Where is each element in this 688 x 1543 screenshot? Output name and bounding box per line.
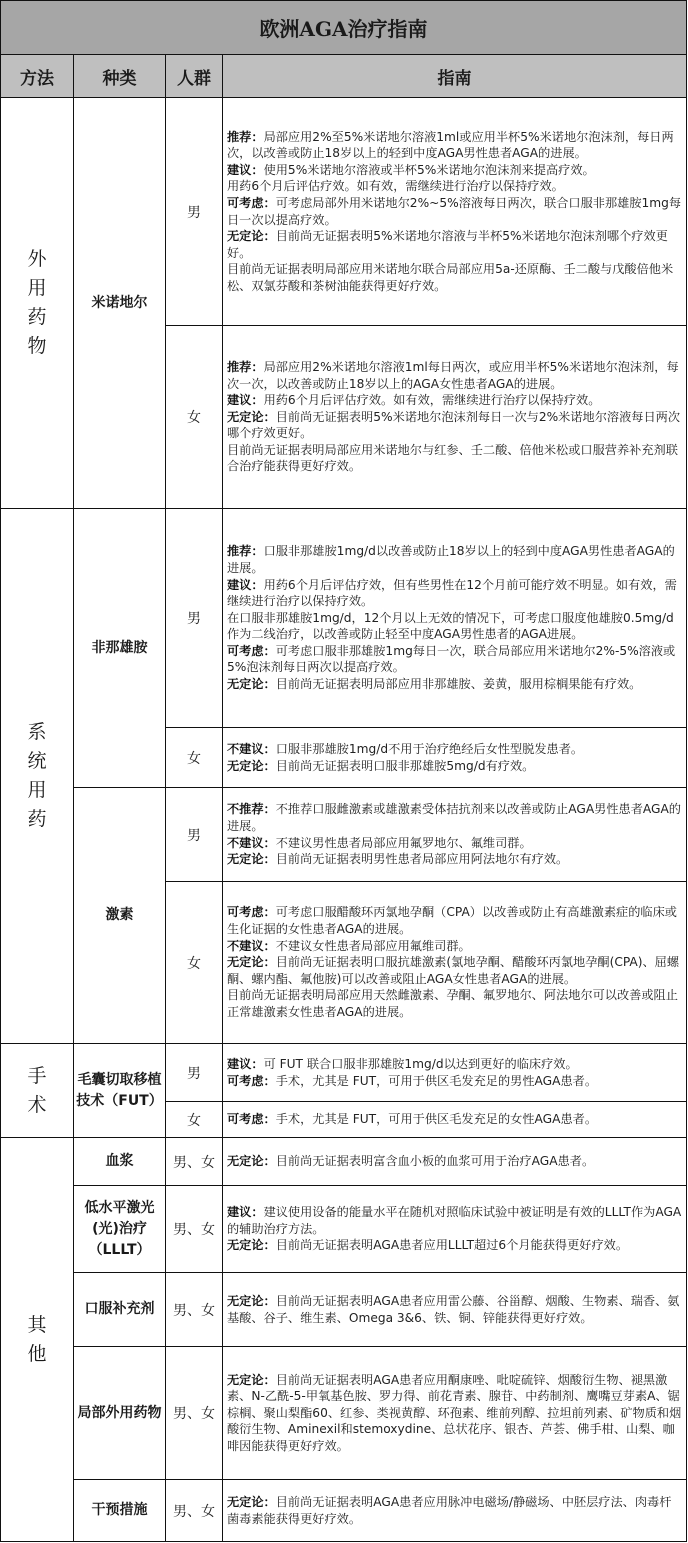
table-row — [1, 1044, 687, 1102]
recommendation-level: 不建议： — [227, 938, 276, 953]
table-row — [1, 509, 687, 728]
statement-text: 目前尚无证据表明男性患者局部应用阿法地尔有疗效。 — [275, 852, 569, 867]
header-kind: 种类 — [74, 55, 166, 98]
recommendation-level: 可考虑： — [227, 195, 276, 210]
statement-text: 目前尚无证据表明局部应用米诺地尔联合局部应用5a-还原酶、壬二酸与戊酸倍他米松、双氯芬酸和茶树油能获得更好疗效。 — [227, 262, 674, 293]
guideline-statement — [227, 758, 683, 775]
statement-text: 用药6个月后评估疗效。如有效，需继续进行治疗以保持疗效。 — [227, 179, 564, 194]
kind-cell: 激素 — [74, 788, 166, 1044]
guideline-statement — [227, 543, 683, 576]
guideline-statement — [227, 643, 683, 676]
statement-text: 局部应用2%至5%米诺地尔溶液1ml或应用半杯5%米诺地尔泡沫剂，每日两次，以改善或防止18岁以上的轻到中度AGA男性患者AGA的进展。 — [227, 129, 674, 161]
statement-text: 目前尚无证据表明AGA患者应用雷公藤、谷甾醇、烟酸、生物素、瑞香、氨基酸、谷子、维生素、Omega 3&6、铁、铜、锌能获得更好疗效。 — [227, 1293, 680, 1325]
guideline-statement — [227, 178, 683, 195]
statement-text: 目前尚无证据表明5%米诺地尔泡沫剂每日一次与2%米诺地尔溶液每日两次哪个疗效更好。 — [227, 409, 681, 441]
guide-cell — [223, 728, 687, 788]
statement-text: 在口服非那雄胺1mg/d，12个月以上无效的情况下，可考虑口服度他雄胺0.5mg/d作为二线治疗，以改善或防止轻至中度AGA男性患者的AGA进展。 — [227, 610, 674, 642]
recommendation-level: 无定论： — [227, 758, 276, 773]
guideline-statement — [227, 195, 683, 228]
crowd-cell: 男、女 — [166, 1347, 223, 1480]
statement-text: 不建议女性患者局部应用氟维司群。 — [275, 938, 471, 953]
statement-text: 口服非那雄胺1mg/d以改善或防止18岁以上的轻到中度AGA男性患者AGA的进展。 — [227, 544, 675, 575]
table-row — [1, 1186, 687, 1273]
statement-text: 可考虑局部外用米诺地尔2%~5%溶液每日两次，联合口服非那雄胺1mg每日一次以提高疗效。 — [227, 195, 682, 227]
crowd-cell: 女 — [166, 882, 223, 1044]
crowd-cell: 男 — [166, 509, 223, 728]
recommendation-level: 无定论： — [227, 1372, 276, 1387]
guideline-statement — [227, 954, 683, 987]
statement-text: 可考虑口服醋酸环丙氯地孕酮（CPA）以改善或防止有高雄激素症的临床或生化证据的女性患者AGA的进展。 — [227, 905, 677, 937]
recommendation-level: 不建议： — [227, 741, 276, 756]
method-cell: 其 他 — [1, 1138, 74, 1542]
recommendation-level: 建议： — [227, 577, 264, 592]
recommendation-level: 无定论： — [227, 852, 276, 867]
crowd-cell: 男、女 — [166, 1186, 223, 1273]
recommendation-level: 可考虑： — [227, 1073, 276, 1088]
guideline-statement — [227, 228, 683, 261]
recommendation-level: 不建议： — [227, 835, 276, 850]
statement-text: 建议使用设备的能量水平在随机对照临床试验中被证明是有效的LLLT作为AGA的辅助治疗方法。 — [227, 1205, 682, 1236]
kind-cell: 非那雄胺 — [74, 509, 166, 788]
statement-text: 目前尚无证据表明局部应用米诺地尔与红参、壬二酸、倍他米松或口服营养补充剂联合治疗能获得更好疗效。 — [227, 442, 678, 474]
crowd-cell: 男、女 — [166, 1138, 223, 1186]
guide-cell — [223, 98, 687, 326]
recommendation-level: 建议： — [227, 162, 264, 177]
statement-text: 目前尚无证据表明5%米诺地尔溶液与半杯5%米诺地尔泡沫剂哪个疗效更好。 — [227, 229, 668, 260]
guideline-statement — [227, 261, 683, 294]
guide-cell — [223, 509, 687, 728]
guideline-statement — [227, 1204, 683, 1237]
kind-cell: 毛囊切取移植技术（FUT） — [74, 1044, 166, 1138]
guideline-statement — [227, 1293, 683, 1326]
guideline-statement — [227, 904, 683, 937]
guideline-statement — [227, 801, 683, 834]
guide-cell — [223, 882, 687, 1044]
kind-cell: 米诺地尔 — [74, 98, 166, 509]
crowd-cell: 男 — [166, 788, 223, 882]
kind-cell: 低水平激光(光)治疗（LLLT） — [74, 1186, 166, 1273]
guideline-statement — [227, 1073, 683, 1090]
guideline-statement — [227, 129, 683, 162]
crowd-cell: 女 — [166, 728, 223, 788]
title-row — [1, 1, 687, 55]
crowd-cell: 男 — [166, 98, 223, 326]
statement-text: 目前尚无证据表明AGA患者应用脉冲电磁场/静磁场、中胚层疗法、肉毒杆菌毒素能获得更好疗效。 — [227, 1494, 672, 1526]
recommendation-level: 可考虑： — [227, 643, 276, 658]
crowd-cell: 男、女 — [166, 1480, 223, 1542]
recommendation-level: 推荐： — [227, 129, 264, 144]
guide-cell — [223, 1480, 687, 1542]
statement-text: 手术，尤其是 FUT，可用于供区毛发充足的女性AGA患者。 — [275, 1112, 598, 1127]
kind-cell: 血浆 — [74, 1138, 166, 1186]
guideline-statement — [227, 392, 683, 409]
guideline-statement — [227, 987, 683, 1020]
statement-text: 用药6个月后评估疗效，但有些男性在12个月前可能疗效不明显。如有效，需继续进行治疗以保持疗效。 — [227, 577, 677, 609]
guideline-statement — [227, 676, 683, 693]
table-row — [1, 1273, 687, 1347]
guideline-statement — [227, 851, 683, 868]
guideline-statement — [227, 1056, 683, 1073]
guideline-statement — [227, 162, 683, 179]
guide-cell — [223, 1044, 687, 1102]
guideline-statement — [227, 1111, 683, 1128]
recommendation-level: 无定论： — [227, 1293, 276, 1308]
guideline-statement — [227, 938, 683, 955]
header-guide: 指南 — [223, 55, 687, 98]
statement-text: 不建议男性患者局部应用氟罗地尔、氟维司群。 — [275, 835, 532, 850]
table-row — [1, 788, 687, 882]
method-cell: 外 用 药 物 — [1, 98, 74, 509]
guideline-statement — [227, 610, 683, 643]
statement-text: 目前尚无证据表明AGA患者应用LLLT超过6个月能获得更好疗效。 — [275, 1238, 629, 1253]
guide-cell — [223, 1273, 687, 1347]
guide-cell — [223, 1186, 687, 1273]
recommendation-level: 可考虑： — [227, 905, 276, 920]
method-cell: 系 统 用 药 — [1, 509, 74, 1044]
crowd-cell: 女 — [166, 1102, 223, 1138]
table-row — [1, 1138, 687, 1186]
table-title: 欧洲AGA治疗指南 — [1, 1, 687, 55]
statement-text: 目前尚无证据表明口服抗雄激素(氯地孕酮、醋酸环丙氯地孕酮(CPA)、屈螺酮、螺内酯、氟他胺)可以改善或阻止AGA女性患者AGA的进展。 — [227, 955, 680, 986]
statement-text: 口服非那雄胺1mg/d不用于治疗绝经后女性型脱发患者。 — [275, 741, 584, 756]
guide-cell — [223, 788, 687, 882]
statement-text: 目前尚无证据表明局部应用非那雄胺、姜黄，服用棕榈果能有疗效。 — [275, 677, 642, 692]
recommendation-level: 无定论： — [227, 955, 276, 970]
guideline-statement — [227, 359, 683, 392]
header-row — [1, 55, 687, 98]
header-method: 方法 — [1, 55, 74, 98]
recommendation-level: 可考虑： — [227, 1112, 276, 1127]
recommendation-level: 建议： — [227, 1056, 264, 1071]
recommendation-level: 无定论： — [227, 1238, 276, 1253]
guideline-statement — [227, 442, 683, 475]
statement-text: 不推荐口服雌激素或雄激素受体拮抗剂来以改善或防止AGA男性患者AGA的进展。 — [227, 802, 681, 833]
table-row — [1, 1480, 687, 1542]
kind-cell: 局部外用药物 — [74, 1347, 166, 1480]
statement-text: 目前尚无证据表明口服非那雄胺5mg/d有疗效。 — [275, 758, 535, 773]
statement-text: 目前尚无证据表明AGA患者应用酮康唑、吡啶硫锌、烟酸衍生物、褪黑激素、N-乙酰-5-甲氧基色胺、罗力得、前花青素、腺苷、中药制剂、鹰嘴豆芽素A、锯棕榈、聚山梨酯60、红参、类视黄醇、环孢素、维前列醇、拉坦前列素、矿物质和烟酸衍生物、Aminexil和stemoxydine、总状花序、银杏、芦荟、佛手柑、山梨、咖啡因能获得更好疗效。 — [227, 1372, 682, 1453]
guideline-statement — [227, 1153, 683, 1170]
guide-cell — [223, 326, 687, 509]
statement-text: 用药6个月后评估疗效。如有效，需继续进行治疗以保持疗效。 — [263, 393, 601, 408]
guide-cell — [223, 1347, 687, 1480]
kind-cell: 干预措施 — [74, 1480, 166, 1542]
guide-cell — [223, 1102, 687, 1138]
recommendation-level: 无定论： — [227, 229, 276, 244]
recommendation-level: 不推荐： — [227, 802, 276, 817]
table-row — [1, 98, 687, 326]
recommendation-level: 无定论： — [227, 409, 276, 424]
header-crowd: 人群 — [166, 55, 223, 98]
recommendation-level: 建议： — [227, 393, 264, 408]
method-cell: 手 术 — [1, 1044, 74, 1138]
recommendation-level: 推荐： — [227, 359, 264, 374]
recommendation-level: 无定论： — [227, 677, 276, 692]
statement-text: 手术，尤其是 FUT，可用于供区毛发充足的男性AGA患者。 — [275, 1073, 598, 1088]
statement-text: 目前尚无证据表明局部应用天然雌激素、孕酮、氟罗地尔、阿法地尔可以改善或阻止正常雄激素女性患者AGA的进展。 — [227, 988, 678, 1019]
recommendation-level: 建议： — [227, 1205, 264, 1220]
table-row — [1, 1347, 687, 1480]
crowd-cell: 男、女 — [166, 1273, 223, 1347]
guideline-statement — [227, 409, 683, 442]
crowd-cell: 女 — [166, 326, 223, 509]
statement-text: 可 FUT 联合口服非那雄胺1mg/d以达到更好的临床疗效。 — [263, 1056, 578, 1071]
kind-cell: 口服补充剂 — [74, 1273, 166, 1347]
statement-text: 可考虑口服非那雄胺1mg每日一次，联合局部应用米诺地尔2%-5%溶液或5%泡沫剂每日两次以提高疗效。 — [227, 643, 676, 675]
recommendation-level: 无定论： — [227, 1154, 276, 1169]
statement-text: 局部应用2%米诺地尔溶液1ml每日两次，或应用半杯5%米诺地尔泡沫剂，每次一次，以改善或防止18岁以上的AGA女性患者AGA的进展。 — [227, 359, 679, 391]
guide-cell — [223, 1138, 687, 1186]
guideline-statement — [227, 835, 683, 852]
statement-text: 使用5%米诺地尔溶液或半杯5%米诺地尔泡沫剂来提高疗效。 — [263, 162, 595, 177]
statement-text: 目前尚无证据表明富含血小板的血浆可用于治疗AGA患者。 — [275, 1154, 595, 1169]
crowd-cell: 男 — [166, 1044, 223, 1102]
guideline-statement — [227, 577, 683, 610]
guideline-statement — [227, 1494, 683, 1527]
guideline-statement — [227, 1372, 683, 1455]
guideline-statement — [227, 741, 683, 758]
recommendation-level: 推荐： — [227, 544, 264, 559]
guideline-statement — [227, 1237, 683, 1254]
recommendation-level: 无定论： — [227, 1494, 276, 1509]
